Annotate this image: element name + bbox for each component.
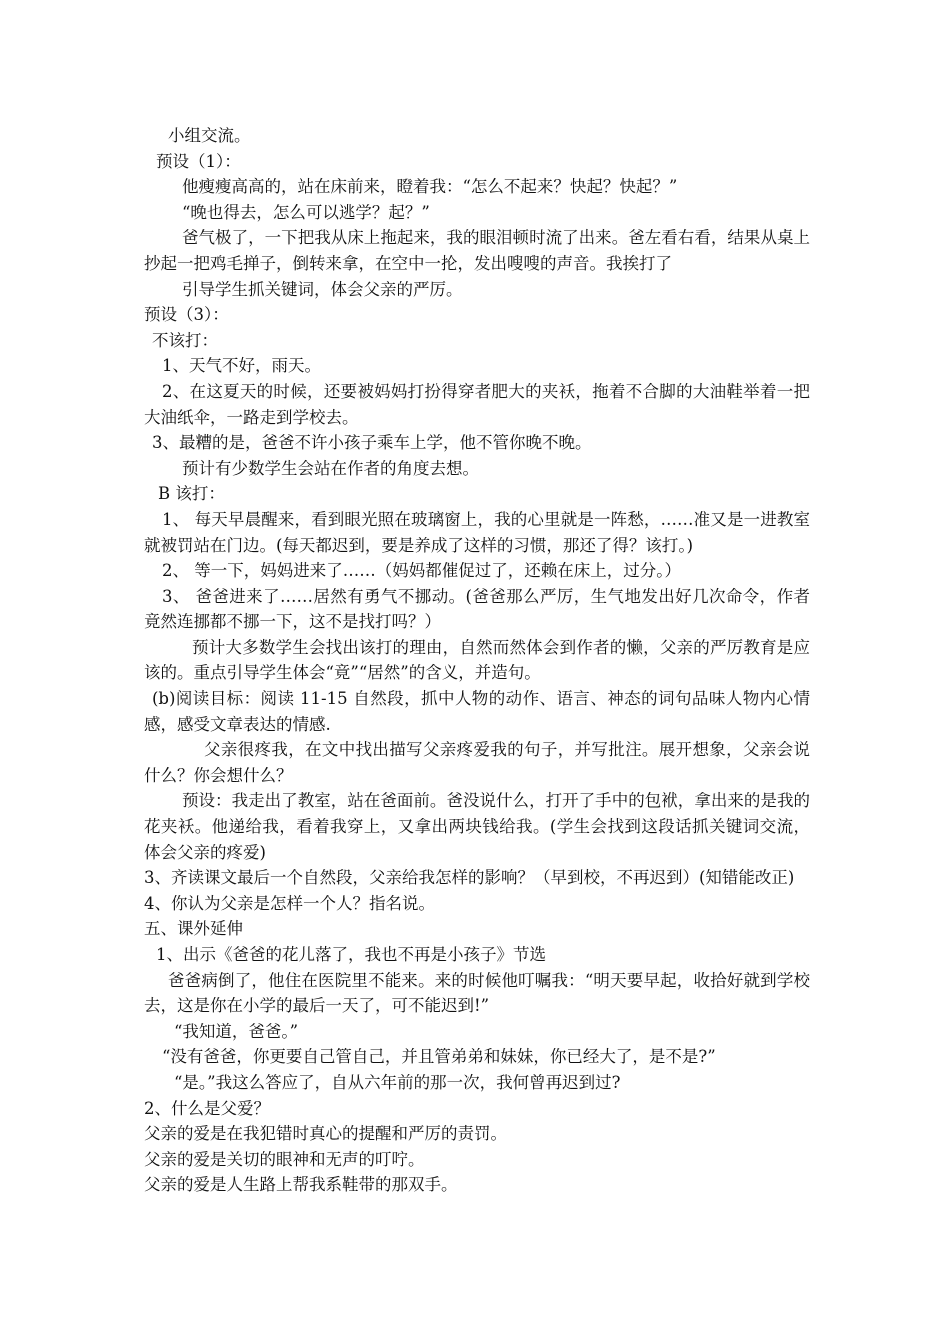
text-paragraph: 3、 爸爸进来了……居然有勇气不挪动。(爸爸那么严厉，生气地发出好几次命令，作者竟然连挪都不挪一下，这不是找打吗？） <box>144 586 810 632</box>
text-paragraph: 3、齐读课文最后一个自然段，父亲给我怎样的影响？（早到校，不再迟到）(知错能改正) <box>144 868 795 888</box>
text-line: “晚也得去，怎么可以逃学？起？” <box>182 202 430 222</box>
text-line: 4、你认为父亲是怎样一个人？指名说。 <box>144 893 435 913</box>
text-line: 1、天气不好，雨天。 <box>162 356 321 376</box>
text-paragraph: (b)阅读目标：阅读 11-15 自然段，抓中人物的动作、语言、神态的词句品味人物内心情感，感受文章表达的情感. <box>144 689 810 734</box>
text-line: 3、最糟的是，爸爸不许小孩子乘车上学，他不管你晚不晚。 <box>152 433 592 453</box>
text-line: 父亲的爱是关切的眼神和无声的叮咛。 <box>144 1149 425 1169</box>
text-line: 引导学生抓关键词，体会父亲的严厉。 <box>182 279 463 299</box>
text-line: 五、课外延伸 <box>144 919 243 939</box>
document-body <box>144 123 810 1198</box>
text-line: 父亲的爱是在我犯错时真心的提醒和严厉的责罚。 <box>144 1124 507 1144</box>
text-line: 不该打： <box>152 330 218 350</box>
text-line: 预设（3）： <box>144 305 229 325</box>
text-line: 2、 等一下，妈妈进来了……（妈妈都催促过了，还赖在床上，过分。） <box>162 561 681 581</box>
text-paragraph: 爸爸病倒了，他住在医院里不能来。来的时候他叮嘱我：“明天要早起，收拾好就到学校去，这是你在小学的最后一天了，可不能迟到!” <box>144 970 810 1016</box>
text-line: 2、什么是父爱？ <box>144 1098 270 1118</box>
text-line: “是。”我这么答应了，自从六年前的那一次，我何曾再迟到过? <box>174 1072 621 1092</box>
text-line: B 该打： <box>158 484 225 504</box>
text-paragraph: 2、在这夏天的时候，还要被妈妈打扮得穿者肥大的夹袄，拖着不合脚的大油鞋举着一把大油纸伞，一路走到学校去。 <box>144 381 810 427</box>
text-paragraph: 爸气极了，一下把我从床上拖起来，我的眼泪顿时流了出来。爸左看右看，结果从桌上抄起一把鸡毛掸子，倒转来拿，在空中一抡，发出嗖嗖的声音。我挨打了 <box>144 228 810 273</box>
text-line: 预设（1）： <box>156 151 241 171</box>
text-line: 父亲的爱是人生路上帮我系鞋带的那双手。 <box>144 1175 458 1195</box>
text-paragraph: 预设：我走出了教室，站在爸面前。爸没说什么，打开了手中的包袱，拿出来的是我的花夹袄。他递给我，看着我穿上，又拿出两块钱给我。(学生会找到这段话抓关键词交流，体会父亲的疼爱) <box>144 791 810 862</box>
text-line: 小组交流。 <box>168 126 251 145</box>
text-paragraph: 1、 每天早晨醒来，看到眼光照在玻璃窗上，我的心里就是一阵愁，……准又是一进教室就被罚站在门边。(每天都迟到，要是养成了这样的习惯，那还了得？该打。) <box>144 509 810 555</box>
text-line: 预计有少数学生会站在作者的角度去想。 <box>182 458 479 478</box>
text-line: “我知道，爸爸。” <box>174 1021 299 1041</box>
text-line: 他瘦瘦高高的，站在床前来，瞪着我：“怎么不起来？快起？快起？” <box>182 177 678 197</box>
text-paragraph: 预计大多数学生会找出该打的理由，自然而然体会到作者的懒，父亲的严厉教育是应该的。重点引导学生体会“竟”“居然”的含义，并造句。 <box>144 637 810 683</box>
text-line: 1、出示《爸爸的花儿落了，我也不再是小孩子》节选 <box>156 945 546 964</box>
text-line: “没有爸爸，你更要自己管自己，并且管弟弟和妹妹，你已经大了，是不是?” <box>162 1047 716 1067</box>
text-paragraph: 父亲很疼我，在文中找出描写父亲疼爱我的句子，并写批注。展开想象，父亲会说什么？你会想什么？ <box>144 740 810 785</box>
